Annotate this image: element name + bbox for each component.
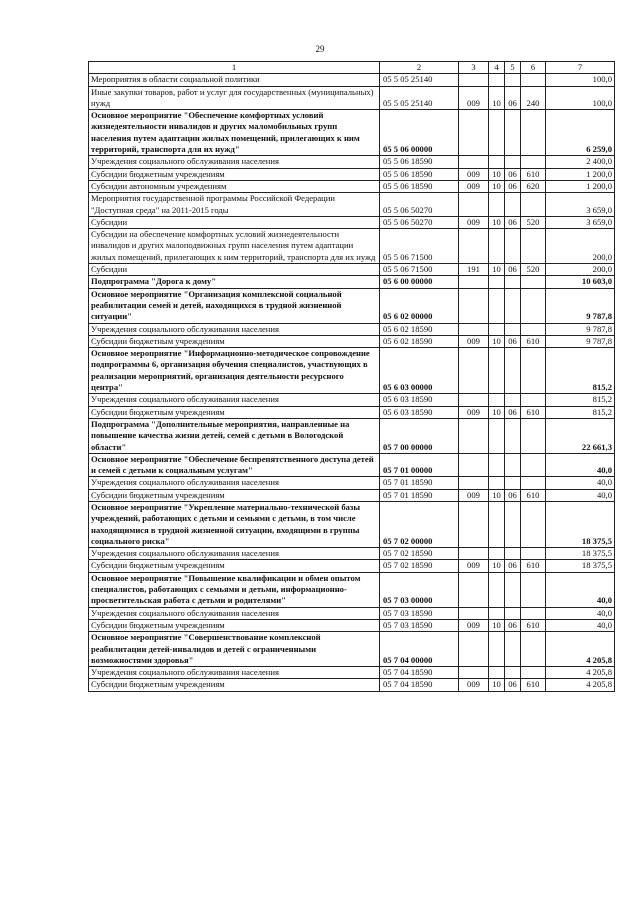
row-sum-cell: 10 603,0 [546, 276, 615, 288]
row-col5-cell [505, 607, 521, 619]
header-cell: 5 [505, 62, 521, 74]
row-col6-cell: 620 [521, 180, 546, 192]
row-name-cell: Основное мероприятие "Совершенствование комплексной реабилитации детей-инвалидов и детей с ограниченными возможностями здоровья" [89, 632, 380, 667]
row-code-cell: 05 7 04 18590 [380, 667, 459, 679]
row-code-cell: 05 6 00 00000 [380, 276, 459, 288]
header-cell: 1 [89, 62, 380, 74]
row-col4-cell: 10 [489, 679, 505, 691]
row-col6-cell [521, 607, 546, 619]
row-name-cell: Основное мероприятие "Повышение квалификации и обмен опытом специалистов, работающих с семьями и детьми, информационно-просветительская работа с детьми и родителями" [89, 572, 380, 607]
row-col5-cell [505, 156, 521, 168]
row-col3-cell [459, 348, 489, 394]
row-col4-cell: 10 [489, 489, 505, 501]
row-col3-cell: 009 [459, 560, 489, 572]
budget-table [88, 61, 615, 692]
row-col4-cell [489, 348, 505, 394]
row-col4-cell [489, 548, 505, 560]
row-sum-cell: 1 200,0 [546, 168, 615, 180]
row-col5-cell: 06 [505, 489, 521, 501]
row-col4-cell: 10 [489, 406, 505, 418]
row-col5-cell: 06 [505, 560, 521, 572]
row-col3-cell [459, 394, 489, 406]
row-col5-cell [505, 74, 521, 86]
row-sum-cell: 18 375,5 [546, 560, 615, 572]
row-col6-cell [521, 632, 546, 667]
row-col4-cell [489, 229, 505, 264]
header-cell: 3 [459, 62, 489, 74]
row-col6-cell [521, 501, 546, 547]
row-col4-cell: 10 [489, 264, 505, 276]
row-col6-cell [521, 418, 546, 453]
row-name-cell: Основное мероприятие "Информационно-методическое сопровождение подпрограммы 6, организация обучения специалистов, участвующих в реализации мероприятий, организация деятельности ресурсного центра" [89, 348, 380, 394]
row-code-cell: 05 5 06 71500 [380, 264, 459, 276]
row-code-cell: 05 7 01 00000 [380, 453, 459, 477]
row-sum-cell: 22 661,3 [546, 418, 615, 453]
row-name-cell: Основное мероприятие "Организация комплексной социальной реабилитации семей и детей, находящихся в трудной жизненной ситуации" [89, 288, 380, 323]
row-name-cell: Субсидии бюджетным учреждениям [89, 489, 380, 501]
row-col6-cell [521, 193, 546, 217]
row-col3-cell: 191 [459, 264, 489, 276]
table-row [89, 193, 615, 217]
row-sum-cell: 4 205,8 [546, 667, 615, 679]
row-col5-cell: 06 [505, 619, 521, 631]
row-col3-cell: 009 [459, 335, 489, 347]
row-col3-cell: 009 [459, 216, 489, 228]
row-code-cell: 05 6 03 18590 [380, 394, 459, 406]
row-code-cell: 05 7 00 00000 [380, 418, 459, 453]
row-col6-cell: 240 [521, 86, 546, 110]
table-row [89, 110, 615, 156]
table-row [89, 418, 615, 453]
row-col3-cell [459, 229, 489, 264]
row-name-cell: Иные закупки товаров, работ и услуг для государственных (муниципальных) нужд [89, 86, 380, 110]
table-row [89, 276, 615, 288]
row-col6-cell: 610 [521, 489, 546, 501]
row-col5-cell [505, 110, 521, 156]
row-sum-cell: 2 400,0 [546, 156, 615, 168]
row-col4-cell [489, 632, 505, 667]
row-sum-cell: 18 375,5 [546, 501, 615, 547]
table-row [89, 619, 615, 631]
header-cell: 6 [521, 62, 546, 74]
row-col5-cell: 06 [505, 264, 521, 276]
row-sum-cell: 40,0 [546, 607, 615, 619]
row-col6-cell: 610 [521, 560, 546, 572]
row-col4-cell [489, 110, 505, 156]
row-col3-cell: 009 [459, 679, 489, 691]
row-name-cell: Мероприятия в области социальной политики [89, 74, 380, 86]
row-code-cell: 05 5 06 18590 [380, 156, 459, 168]
row-col3-cell [459, 477, 489, 489]
row-name-cell: Учреждения социального обслуживания населения [89, 156, 380, 168]
row-sum-cell: 9 787,8 [546, 323, 615, 335]
row-col5-cell [505, 667, 521, 679]
row-name-cell: Субсидии бюджетным учреждениям [89, 679, 380, 691]
row-name-cell: Основное мероприятие "Обеспечение комфортных условий жизнедеятельности инвалидов и других маломобильных групп населения путем адаптации жилых помещений, прилегающих к ним территорий, транспорта для их нужд" [89, 110, 380, 156]
row-col3-cell [459, 667, 489, 679]
row-code-cell: 05 7 01 18590 [380, 489, 459, 501]
row-name-cell: Учреждения социального обслуживания населения [89, 323, 380, 335]
row-col3-cell [459, 74, 489, 86]
row-col5-cell [505, 229, 521, 264]
row-col5-cell: 06 [505, 679, 521, 691]
row-name-cell: Учреждения социального обслуживания населения [89, 548, 380, 560]
row-col5-cell: 06 [505, 168, 521, 180]
row-col5-cell [505, 548, 521, 560]
row-code-cell: 05 5 05 25140 [380, 74, 459, 86]
row-col6-cell [521, 229, 546, 264]
row-col5-cell [505, 348, 521, 394]
row-col3-cell [459, 501, 489, 547]
row-sum-cell: 1 200,0 [546, 180, 615, 192]
row-sum-cell: 40,0 [546, 489, 615, 501]
row-col4-cell [489, 667, 505, 679]
row-col6-cell [521, 156, 546, 168]
row-col5-cell: 06 [505, 406, 521, 418]
row-col6-cell [521, 74, 546, 86]
row-code-cell: 05 5 06 18590 [380, 180, 459, 192]
row-sum-cell: 815,2 [546, 394, 615, 406]
row-col4-cell [489, 501, 505, 547]
table-row [89, 86, 615, 110]
header-cell: 7 [546, 62, 615, 74]
row-col3-cell [459, 110, 489, 156]
row-col4-cell [489, 74, 505, 86]
row-col3-cell [459, 418, 489, 453]
row-col4-cell [489, 276, 505, 288]
row-col6-cell [521, 548, 546, 560]
row-name-cell: Основное мероприятие "Обеспечение беспрепятственного доступа детей и семей с детьми к социальным услугам" [89, 453, 380, 477]
table-row [89, 264, 615, 276]
row-col5-cell: 06 [505, 86, 521, 110]
row-col3-cell: 009 [459, 168, 489, 180]
row-col3-cell [459, 276, 489, 288]
row-col5-cell: 06 [505, 180, 521, 192]
table-row [89, 156, 615, 168]
row-col3-cell [459, 323, 489, 335]
row-col3-cell: 009 [459, 180, 489, 192]
row-col5-cell [505, 276, 521, 288]
row-col6-cell [521, 477, 546, 489]
row-col4-cell [489, 453, 505, 477]
table-row [89, 229, 615, 264]
table-row [89, 560, 615, 572]
row-col3-cell [459, 632, 489, 667]
row-col4-cell [489, 394, 505, 406]
row-code-cell: 05 5 06 50270 [380, 216, 459, 228]
row-col3-cell: 009 [459, 406, 489, 418]
row-col3-cell [459, 453, 489, 477]
row-name-cell: Подпрограмма "Дорога к дому" [89, 276, 380, 288]
row-name-cell: Основное мероприятие "Укрепление материально-технической базы учреждений, работающих с детьми и семьями с детьми, в том числе находящимися в трудной жизненной ситуации, входящими в группы социального риска" [89, 501, 380, 547]
row-code-cell: 05 7 03 18590 [380, 619, 459, 631]
table-row [89, 180, 615, 192]
row-col6-cell: 610 [521, 619, 546, 631]
row-sum-cell: 40,0 [546, 619, 615, 631]
row-code-cell: 05 7 04 00000 [380, 632, 459, 667]
table-row [89, 323, 615, 335]
table-row [89, 335, 615, 347]
row-col6-cell [521, 453, 546, 477]
row-code-cell: 05 5 06 71500 [380, 229, 459, 264]
row-code-cell: 05 6 02 18590 [380, 323, 459, 335]
row-code-cell: 05 7 03 18590 [380, 607, 459, 619]
row-col5-cell: 06 [505, 335, 521, 347]
row-code-cell: 05 7 02 18590 [380, 548, 459, 560]
page-number: 29 [315, 44, 325, 54]
row-code-cell: 05 5 06 50270 [380, 193, 459, 217]
table-header-row [89, 62, 615, 74]
row-code-cell: 05 5 06 18590 [380, 168, 459, 180]
row-sum-cell: 815,2 [546, 406, 615, 418]
row-code-cell: 05 5 06 00000 [380, 110, 459, 156]
row-code-cell: 05 5 05 25140 [380, 86, 459, 110]
row-name-cell: Субсидии бюджетным учреждениям [89, 619, 380, 631]
table-row [89, 288, 615, 323]
table-row [89, 489, 615, 501]
row-name-cell: Субсидии бюджетным учреждениям [89, 560, 380, 572]
row-code-cell: 05 6 02 18590 [380, 335, 459, 347]
row-col4-cell: 10 [489, 180, 505, 192]
row-sum-cell: 18 375,5 [546, 548, 615, 560]
row-name-cell: Субсидии бюджетным учреждениям [89, 335, 380, 347]
row-name-cell: Субсидии бюджетным учреждениям [89, 168, 380, 180]
row-col5-cell [505, 477, 521, 489]
row-col6-cell: 610 [521, 168, 546, 180]
row-name-cell: Субсидии [89, 264, 380, 276]
row-col4-cell [489, 477, 505, 489]
row-col3-cell [459, 548, 489, 560]
row-col5-cell [505, 193, 521, 217]
row-col5-cell [505, 288, 521, 323]
row-name-cell: Учреждения социального обслуживания населения [89, 477, 380, 489]
row-sum-cell: 100,0 [546, 86, 615, 110]
row-col5-cell [505, 323, 521, 335]
row-col3-cell [459, 607, 489, 619]
row-sum-cell: 200,0 [546, 229, 615, 264]
row-code-cell: 05 7 01 18590 [380, 477, 459, 489]
row-col3-cell [459, 572, 489, 607]
row-sum-cell: 3 659,0 [546, 193, 615, 217]
row-col3-cell [459, 193, 489, 217]
row-col4-cell [489, 607, 505, 619]
row-name-cell: Субсидии на обеспечение комфортных условий жизнедеятельности инвалидов и других малоподвижных групп населения путем адаптации жилых помещений, прилегающих к ним территорий, транспорта для их нужд [89, 229, 380, 264]
row-col3-cell [459, 156, 489, 168]
table-row [89, 406, 615, 418]
row-col4-cell [489, 156, 505, 168]
header-cell: 4 [489, 62, 505, 74]
table-row [89, 216, 615, 228]
row-col4-cell: 10 [489, 619, 505, 631]
row-col5-cell [505, 572, 521, 607]
row-col3-cell: 009 [459, 86, 489, 110]
row-sum-cell: 4 205,8 [546, 632, 615, 667]
row-col3-cell: 009 [459, 619, 489, 631]
row-col4-cell: 10 [489, 168, 505, 180]
row-col6-cell [521, 348, 546, 394]
row-code-cell: 05 7 03 00000 [380, 572, 459, 607]
row-col5-cell [505, 632, 521, 667]
row-col4-cell [489, 323, 505, 335]
row-name-cell: Учреждения социального обслуживания населения [89, 394, 380, 406]
row-col6-cell [521, 288, 546, 323]
row-col5-cell [505, 453, 521, 477]
row-col4-cell [489, 572, 505, 607]
row-sum-cell: 6 259,0 [546, 110, 615, 156]
row-sum-cell: 9 787,8 [546, 335, 615, 347]
table-row [89, 679, 615, 691]
row-col6-cell: 610 [521, 679, 546, 691]
row-col4-cell [489, 418, 505, 453]
row-col6-cell: 520 [521, 216, 546, 228]
table-row [89, 607, 615, 619]
row-col5-cell [505, 418, 521, 453]
row-sum-cell: 100,0 [546, 74, 615, 86]
row-code-cell: 05 6 02 00000 [380, 288, 459, 323]
header-cell: 2 [380, 62, 459, 74]
row-col5-cell: 06 [505, 216, 521, 228]
row-col4-cell [489, 193, 505, 217]
row-code-cell: 05 6 03 18590 [380, 406, 459, 418]
table-row [89, 74, 615, 86]
row-col4-cell: 10 [489, 335, 505, 347]
table-row [89, 632, 615, 667]
row-col3-cell: 009 [459, 489, 489, 501]
row-col4-cell [489, 288, 505, 323]
row-col6-cell [521, 323, 546, 335]
table-row [89, 168, 615, 180]
table-row [89, 572, 615, 607]
row-name-cell: Подпрограмма "Дополнительные мероприятия, направленные на повышение качества жизни детей, семей с детьми в Вологодской области" [89, 418, 380, 453]
table-row [89, 501, 615, 547]
row-code-cell: 05 7 02 00000 [380, 501, 459, 547]
table-row [89, 453, 615, 477]
row-col6-cell: 520 [521, 264, 546, 276]
row-sum-cell: 40,0 [546, 453, 615, 477]
row-name-cell: Учреждения социального обслуживания населения [89, 667, 380, 679]
row-code-cell: 05 7 04 18590 [380, 679, 459, 691]
table-row [89, 394, 615, 406]
row-code-cell: 05 7 02 18590 [380, 560, 459, 572]
row-sum-cell: 40,0 [546, 572, 615, 607]
table-row [89, 667, 615, 679]
table-row [89, 348, 615, 394]
row-name-cell: Мероприятия государственной программы Российской Федерации "Доступная среда" на 2011-2015 годы [89, 193, 380, 217]
row-sum-cell: 40,0 [546, 477, 615, 489]
row-sum-cell: 9 787,8 [546, 288, 615, 323]
row-col6-cell: 610 [521, 335, 546, 347]
table-row [89, 548, 615, 560]
row-col6-cell [521, 572, 546, 607]
row-sum-cell: 815,2 [546, 348, 615, 394]
row-col6-cell: 610 [521, 406, 546, 418]
row-col6-cell [521, 110, 546, 156]
row-col4-cell: 10 [489, 86, 505, 110]
row-col5-cell [505, 394, 521, 406]
row-col4-cell: 10 [489, 560, 505, 572]
row-sum-cell: 200,0 [546, 264, 615, 276]
row-name-cell: Учреждения социального обслуживания населения [89, 607, 380, 619]
row-col4-cell: 10 [489, 216, 505, 228]
row-col6-cell [521, 667, 546, 679]
row-col5-cell [505, 501, 521, 547]
row-col3-cell [459, 288, 489, 323]
row-name-cell: Субсидии бюджетным учреждениям [89, 406, 380, 418]
table-row [89, 477, 615, 489]
row-name-cell: Субсидии автономным учреждениям [89, 180, 380, 192]
row-col6-cell [521, 394, 546, 406]
row-sum-cell: 3 659,0 [546, 216, 615, 228]
row-name-cell: Субсидии [89, 216, 380, 228]
row-col6-cell [521, 276, 546, 288]
row-sum-cell: 4 205,8 [546, 679, 615, 691]
row-code-cell: 05 6 03 00000 [380, 348, 459, 394]
